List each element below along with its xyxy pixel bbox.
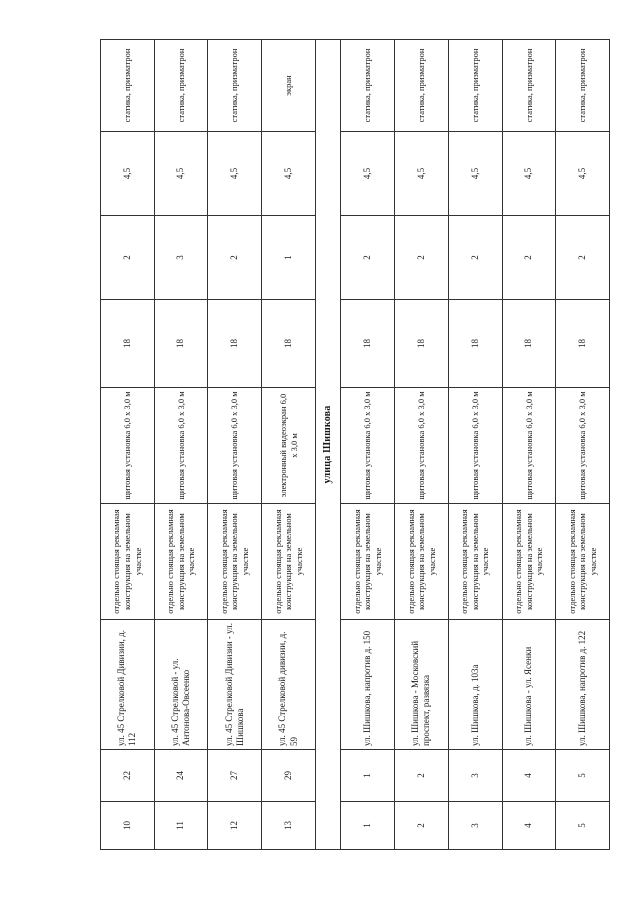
construction-type-cell: отдельно стоящая рекламная конструкция на земельном участке [502,504,556,620]
area-cell: 18 [395,300,449,388]
table-row [395,40,449,850]
structure-kind-cell: щитовая установка 6,0 х 3,0 м [556,388,610,504]
image-change-cell: статика, призматрон [556,40,610,132]
area-cell: 18 [556,300,610,388]
table-row [101,40,155,850]
structure-kind-cell: щитовая установка 6,0 х 3,0 м [448,388,502,504]
area-cell: 18 [154,300,208,388]
structure-number: 4 [502,750,556,802]
structure-kind-cell: щитовая установка 6,0 х 3,0 м [101,388,155,504]
construction-type-cell: отдельно стоящая рекламная конструкция на земельном участке [395,504,449,620]
structure-number: 29 [262,750,316,802]
structure-kind-cell: щитовая установка 6,0 х 3,0 м [502,388,556,504]
construction-type-cell: отдельно стоящая рекламная конструкция на земельном участке [101,504,155,620]
row-number: 4 [502,802,556,850]
structure-number: 1 [341,750,395,802]
height-cell: 4,5 [448,132,502,216]
table-row [154,40,208,850]
address-cell: ул. 45 Стрелковой Дивизии, д. 112 [101,620,155,750]
construction-type-cell: отдельно стоящая рекламная конструкция на земельном участке [341,504,395,620]
image-change-cell: статика, призматрон [208,40,262,132]
structure-kind-cell: щитовая установка 6,0 х 3,0 м [208,388,262,504]
area-cell: 18 [208,300,262,388]
height-cell: 4,5 [395,132,449,216]
structure-number: 27 [208,750,262,802]
area-cell: 18 [448,300,502,388]
sides-cell: 3 [154,216,208,300]
area-cell: 18 [262,300,316,388]
structure-kind-cell: щитовая установка 6,0 х 3,0 м [395,388,449,504]
sides-cell: 2 [556,216,610,300]
structure-number: 24 [154,750,208,802]
table-row [448,40,502,850]
row-number: 12 [208,802,262,850]
row-number: 10 [101,802,155,850]
address-cell: ул. 45 Стрелковой дивизии, д. 59 [262,620,316,750]
sides-cell: 2 [101,216,155,300]
table-row [502,40,556,850]
height-cell: 4,5 [502,132,556,216]
row-number: 13 [262,802,316,850]
construction-type-cell: отдельно стоящая рекламная конструкция на земельном участке [154,504,208,620]
image-change-cell: статика, призматрон [101,40,155,132]
advertising-structures-table [100,39,610,850]
table-row [341,40,395,850]
sides-cell: 2 [395,216,449,300]
section-row [315,40,340,850]
sides-cell: 2 [502,216,556,300]
rotated-page [100,40,610,850]
structure-number: 3 [448,750,502,802]
address-cell: ул. 45 Стрелковой Дивизии - ул. Шишкова [208,620,262,750]
construction-type-cell: отдельно стоящая рекламная конструкция на земельном участке [262,504,316,620]
structure-number: 2 [395,750,449,802]
table-row [556,40,610,850]
section-title: улица Шишкова [315,40,340,850]
height-cell: 4,5 [341,132,395,216]
address-cell: ул. Шишкова, д. 103а [448,620,502,750]
area-cell: 18 [502,300,556,388]
image-change-cell: статика, призматрон [154,40,208,132]
address-cell: ул. Шишкова, напротив д. 122 [556,620,610,750]
height-cell: 4,5 [208,132,262,216]
construction-type-cell: отдельно стоящая рекламная конструкция на земельном участке [448,504,502,620]
address-cell: ул. Шишкова - ул. Ясенки [502,620,556,750]
image-change-cell: статика, призматрон [502,40,556,132]
sides-cell: 2 [448,216,502,300]
construction-type-cell: отдельно стоящая рекламная конструкция на земельном участке [556,504,610,620]
height-cell: 4,5 [101,132,155,216]
table-body-after [341,40,610,850]
address-cell: ул. 45 Стрелковой - ул. Антонова-Овсеенко [154,620,208,750]
row-number: 11 [154,802,208,850]
image-change-cell: статика, призматрон [395,40,449,132]
structure-number: 5 [556,750,610,802]
area-cell: 18 [101,300,155,388]
height-cell: 4,5 [556,132,610,216]
row-number: 2 [395,802,449,850]
table-row [208,40,262,850]
image-change-cell: статика, призматрон [341,40,395,132]
sides-cell: 2 [341,216,395,300]
row-number: 1 [341,802,395,850]
row-number: 5 [556,802,610,850]
address-cell: ул. Шишкова - Московский проспект, развязка [395,620,449,750]
area-cell: 18 [341,300,395,388]
sides-cell: 2 [208,216,262,300]
section-header [315,40,340,850]
address-cell: ул. Шишкова, напротив д. 150 [341,620,395,750]
structure-kind-cell: щитовая установка 6,0 х 3,0 м [154,388,208,504]
row-number: 3 [448,802,502,850]
table-row [262,40,316,850]
structure-kind-cell: электронный видеоэкран 6,0 х 3,0 м [262,388,316,504]
sides-cell: 1 [262,216,316,300]
image-change-cell: экран [262,40,316,132]
table-body-before [101,40,316,850]
image-change-cell: статика, призматрон [448,40,502,132]
height-cell: 4,5 [154,132,208,216]
construction-type-cell: отдельно стоящая рекламная конструкция на земельном участке [208,504,262,620]
structure-kind-cell: щитовая установка 6,0 х 3,0 м [341,388,395,504]
height-cell: 4,5 [262,132,316,216]
structure-number: 22 [101,750,155,802]
